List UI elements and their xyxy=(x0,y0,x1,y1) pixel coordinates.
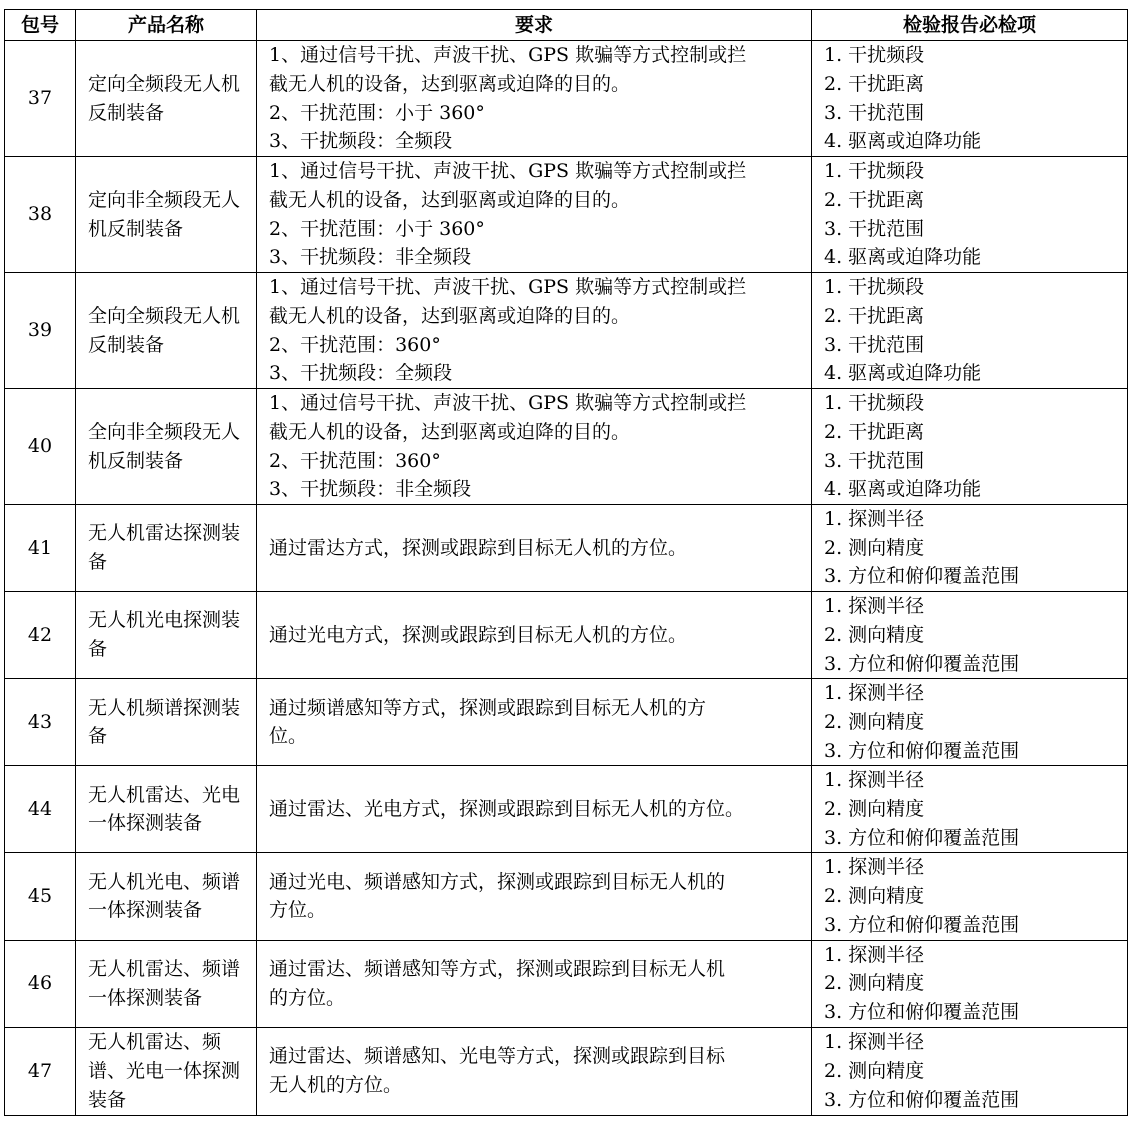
check-item: 2. 干扰距离 xyxy=(824,304,925,327)
check-item: 4. 驱离或迫降功能 xyxy=(824,246,982,269)
table-row xyxy=(5,1027,1128,1115)
product-name-cell xyxy=(76,1027,257,1115)
check-item: 4. 驱离或迫降功能 xyxy=(824,478,982,501)
document-page xyxy=(4,9,1128,1116)
table-body xyxy=(5,41,1128,1116)
check-item: 1. 探测半径 xyxy=(824,682,925,705)
requirement-line: 3、干扰频段：全频段 xyxy=(269,362,453,385)
check-item: 1. 探测半径 xyxy=(824,856,925,879)
table-row xyxy=(5,389,1128,505)
table-row xyxy=(5,157,1128,273)
check-item: 2. 干扰距离 xyxy=(824,420,925,443)
required-checks-cell xyxy=(812,505,1128,592)
required-checks-cell xyxy=(812,41,1128,157)
check-item: 3. 方位和俯仰覆盖范围 xyxy=(824,652,1020,675)
package-no-cell: 39 xyxy=(5,273,76,389)
check-item: 3. 干扰范围 xyxy=(824,101,925,124)
check-item: 2. 测向精度 xyxy=(824,798,925,821)
product-name-text: 无人机雷达、频谱一体探测装备 xyxy=(88,957,241,1009)
table-header-row xyxy=(5,10,1128,41)
check-item: 3. 干扰范围 xyxy=(824,449,925,472)
check-item: 2. 测向精度 xyxy=(824,623,925,646)
product-name-text: 定向非全频段无人机反制装备 xyxy=(88,188,241,240)
requirement-cell xyxy=(257,766,812,853)
requirement-line: 通过光电方式，探测或跟踪到目标无人机的方位。 xyxy=(269,623,688,646)
requirement-line: 截无人机的设备，达到驱离或迫降的目的。 xyxy=(269,304,631,327)
package-no-cell: 40 xyxy=(5,389,76,505)
check-item: 1. 探测半径 xyxy=(824,769,925,792)
requirement-line: 3、干扰频段：非全频段 xyxy=(269,478,472,501)
required-checks-cell xyxy=(812,1027,1128,1115)
header-package-no: 包号 xyxy=(5,10,76,41)
requirement-line: 通过雷达方式，探测或跟踪到目标无人机的方位。 xyxy=(269,536,688,559)
package-no-cell: 46 xyxy=(5,940,76,1027)
requirement-line: 通过频谱感知等方式，探测或跟踪到目标无人机的方 xyxy=(269,696,707,719)
required-checks-cell xyxy=(812,389,1128,505)
check-item: 3. 方位和俯仰覆盖范围 xyxy=(824,913,1020,936)
requirement-line: 3、干扰频段：非全频段 xyxy=(269,246,472,269)
product-name-text: 定向全频段无人机反制装备 xyxy=(88,72,241,124)
requirement-cell xyxy=(257,389,812,505)
product-name-cell xyxy=(76,41,257,157)
product-name-cell xyxy=(76,766,257,853)
product-name-cell xyxy=(76,679,257,766)
requirement-cell xyxy=(257,940,812,1027)
required-checks-cell xyxy=(812,592,1128,679)
required-checks-cell xyxy=(812,940,1128,1027)
table-row xyxy=(5,766,1128,853)
table-row xyxy=(5,940,1128,1027)
check-item: 1. 干扰频段 xyxy=(824,160,925,183)
check-item: 3. 方位和俯仰覆盖范围 xyxy=(824,565,1020,588)
product-name-text: 无人机雷达、频谱、光电一体探测装备 xyxy=(88,1031,241,1111)
product-name-cell xyxy=(76,940,257,1027)
requirement-line: 位。 xyxy=(269,725,308,748)
check-item: 1. 探测半径 xyxy=(824,1031,925,1054)
check-item: 2. 测向精度 xyxy=(824,1059,925,1082)
table-row xyxy=(5,505,1128,592)
check-item: 1. 干扰频段 xyxy=(824,392,925,415)
check-item: 4. 驱离或迫降功能 xyxy=(824,362,982,385)
check-item: 3. 方位和俯仰覆盖范围 xyxy=(824,1088,1020,1111)
product-name-text: 无人机光电、频谱一体探测装备 xyxy=(88,870,241,922)
check-item: 2. 测向精度 xyxy=(824,885,925,908)
requirement-line: 方位。 xyxy=(269,899,327,922)
product-name-cell xyxy=(76,273,257,389)
table-row xyxy=(5,853,1128,940)
required-checks-cell xyxy=(812,853,1128,940)
check-item: 1. 探测半径 xyxy=(824,508,925,530)
product-name-cell xyxy=(76,157,257,273)
table-row xyxy=(5,273,1128,389)
check-item: 2. 测向精度 xyxy=(824,972,925,995)
requirement-line: 通过雷达、频谱感知、光电等方式，探测或跟踪到目标 xyxy=(269,1045,726,1068)
product-name-text: 全向全频段无人机反制装备 xyxy=(88,304,241,356)
package-no-cell: 41 xyxy=(5,505,76,592)
requirement-line: 1、通过信号干扰、声波干扰、GPS 欺骗等方式控制或拦 xyxy=(269,44,747,67)
required-checks-cell xyxy=(812,679,1128,766)
required-checks-cell xyxy=(812,766,1128,853)
requirement-line: 1、通过信号干扰、声波干扰、GPS 欺骗等方式控制或拦 xyxy=(269,160,747,183)
product-name-cell xyxy=(76,505,257,592)
header-requirement: 要求 xyxy=(257,10,812,41)
package-no-cell: 45 xyxy=(5,853,76,940)
package-no-cell: 42 xyxy=(5,592,76,679)
package-no-cell: 44 xyxy=(5,766,76,853)
requirement-line: 截无人机的设备，达到驱离或迫降的目的。 xyxy=(269,72,631,95)
check-item: 1. 干扰频段 xyxy=(824,44,925,67)
table-row xyxy=(5,592,1128,679)
product-name-text: 无人机雷达、光电一体探测装备 xyxy=(88,783,241,835)
check-item: 2. 测向精度 xyxy=(824,536,925,559)
requirement-line: 截无人机的设备，达到驱离或迫降的目的。 xyxy=(269,420,631,443)
check-item: 1. 探测半径 xyxy=(824,943,925,966)
check-item: 1. 探测半径 xyxy=(824,595,925,618)
requirement-line: 通过雷达、频谱感知等方式，探测或跟踪到目标无人机 xyxy=(269,957,726,980)
table-row xyxy=(5,679,1128,766)
requirement-line: 通过光电、频谱感知方式，探测或跟踪到目标无人机的 xyxy=(269,870,726,893)
check-item: 2. 干扰距离 xyxy=(824,188,925,211)
required-checks-cell xyxy=(812,273,1128,389)
check-item: 3. 方位和俯仰覆盖范围 xyxy=(824,1000,1020,1023)
required-checks-cell xyxy=(812,157,1128,273)
product-name-text: 无人机雷达探测装备 xyxy=(88,522,241,574)
package-no-cell: 43 xyxy=(5,679,76,766)
product-name-cell xyxy=(76,592,257,679)
product-name-text: 全向非全频段无人机反制装备 xyxy=(88,420,241,472)
package-no-cell: 47 xyxy=(5,1027,76,1115)
check-item: 3. 方位和俯仰覆盖范围 xyxy=(824,826,1020,849)
check-item: 2. 干扰距离 xyxy=(824,72,925,95)
package-no-cell: 37 xyxy=(5,41,76,157)
check-item: 3. 干扰范围 xyxy=(824,333,925,356)
requirement-cell xyxy=(257,157,812,273)
requirement-cell xyxy=(257,505,812,592)
requirement-line: 3、干扰频段：全频段 xyxy=(269,130,453,153)
requirement-cell xyxy=(257,592,812,679)
check-item: 1. 干扰频段 xyxy=(824,276,925,299)
product-name-cell xyxy=(76,389,257,505)
header-required-checks: 检验报告必检项 xyxy=(812,10,1128,41)
requirement-line: 无人机的方位。 xyxy=(269,1074,403,1097)
requirement-line: 的方位。 xyxy=(269,986,346,1009)
header-product-name: 产品名称 xyxy=(76,10,257,41)
check-item: 3. 方位和俯仰覆盖范围 xyxy=(824,739,1020,762)
requirement-cell xyxy=(257,41,812,157)
requirement-cell xyxy=(257,853,812,940)
package-no-cell: 38 xyxy=(5,157,76,273)
requirement-line: 截无人机的设备，达到驱离或迫降的目的。 xyxy=(269,188,631,211)
product-requirements-table xyxy=(4,9,1128,1116)
requirement-line: 1、通过信号干扰、声波干扰、GPS 欺骗等方式控制或拦 xyxy=(269,276,747,299)
requirement-line: 通过雷达、光电方式，探测或跟踪到目标无人机的方位。 xyxy=(269,798,745,821)
requirement-cell xyxy=(257,1027,812,1115)
requirement-line: 2、干扰范围：小于 360° xyxy=(269,217,485,240)
product-name-text: 无人机频谱探测装备 xyxy=(88,696,241,748)
table-row xyxy=(5,41,1128,157)
requirement-line: 1、通过信号干扰、声波干扰、GPS 欺骗等方式控制或拦 xyxy=(269,392,747,415)
requirement-cell xyxy=(257,679,812,766)
requirement-line: 2、干扰范围：360° xyxy=(269,449,441,472)
check-item: 3. 干扰范围 xyxy=(824,217,925,240)
product-name-cell xyxy=(76,853,257,940)
check-item: 2. 测向精度 xyxy=(824,710,925,733)
requirement-line: 2、干扰范围：360° xyxy=(269,333,441,356)
check-item: 4. 驱离或迫降功能 xyxy=(824,130,982,153)
product-name-text: 无人机光电探测装备 xyxy=(88,609,241,661)
requirement-cell xyxy=(257,273,812,389)
requirement-line: 2、干扰范围：小于 360° xyxy=(269,101,485,124)
